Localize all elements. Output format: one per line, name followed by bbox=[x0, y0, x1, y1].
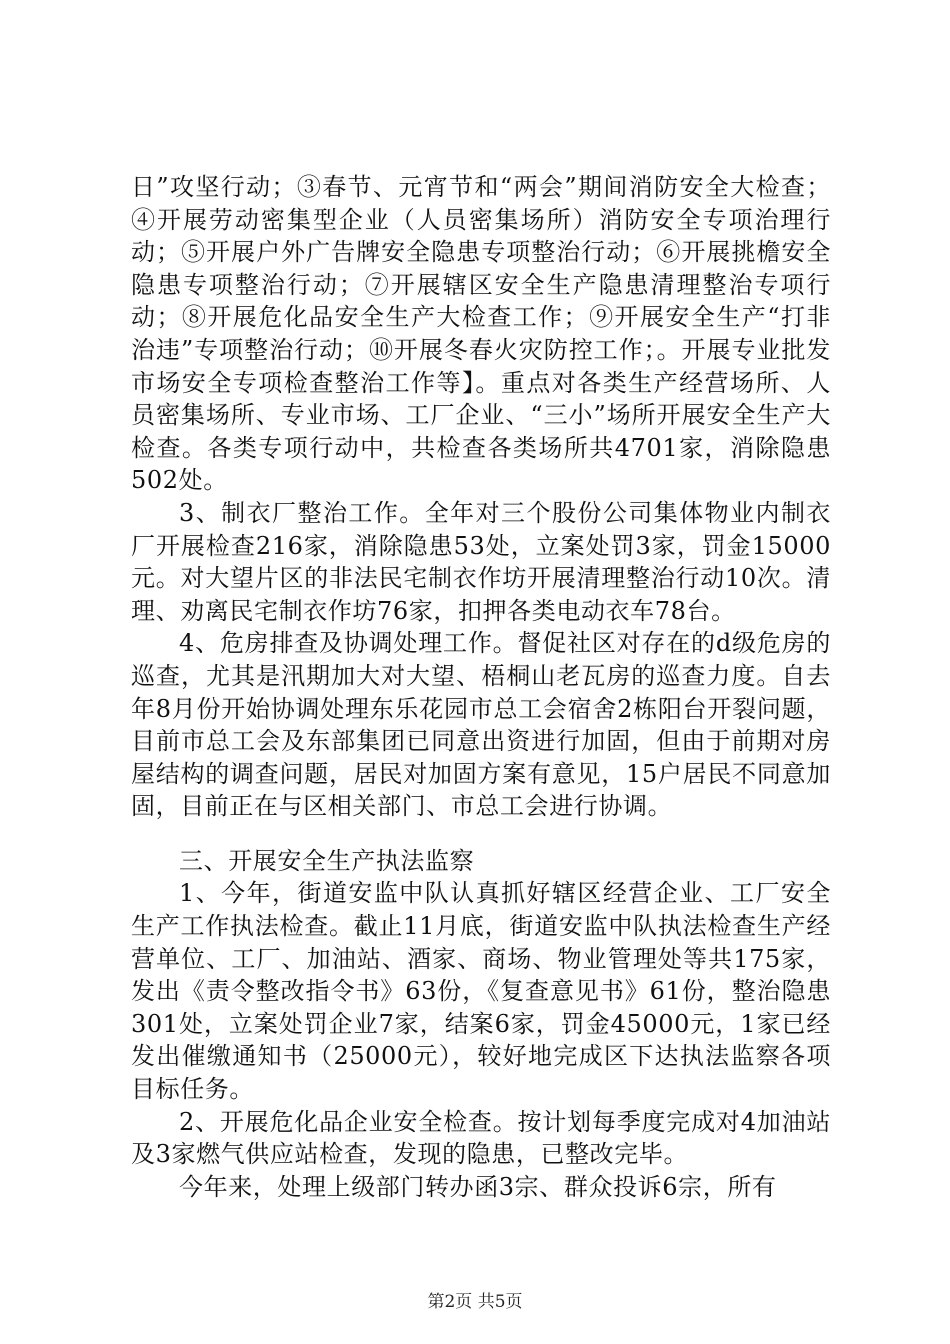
page-footer: 第2页 共5页 bbox=[427, 1292, 523, 1312]
paragraph-enforcement-inspection: 1、今年，街道安监中队认真抓好辖区经营企业、工厂安全生产工作执法检查。截止11月底，街道安监中队执法检查生产经营单位、工厂、加油站、酒家、商场、物业管理处等共175家，发出《责令整改指令书》63份，《复查意见书》61份，整治隐患301处，立案处罚企业7家，结案6家，罚金45000元，1家已经发出催缴通知书（25000元），较好地完成区下达执法监察各项目标任务。 bbox=[131, 879, 831, 1104]
document-body bbox=[131, 171, 831, 1203]
paragraph-garment-factory: 3、制衣厂整治工作。全年对三个股份公司集体物业内制衣厂开展检查216家，消除隐患53处，立案处罚3家，罚金15000元。对大望片区的非法民宅制衣作坊开展清理整治行动10次。清理、劝离民宅制衣作坊76家，扣押各类电动衣车78台。 bbox=[131, 498, 831, 625]
section-title-enforcement: 三、开展安全生产执法监察 bbox=[179, 846, 475, 875]
paragraph-special-actions: 日”攻坚行动；③春节、元宵节和“两会”期间消防安全大检查；④开展劳动密集型企业（人员密集场所）消防安全专项治理行动；⑤开展户外广告牌安全隐患专项整治行动；⑥开展挑檐安全隐患专项整治行动；⑦开展辖区安全生产隐患清理整治专项行动；⑧开展危化品安全生产大检查工作；⑨开展安全生产“打非治违”专项整治行动；⑩开展冬春火灾防控工作；。开展专业批发市场安全专项检查整治工作等】。重点对各类生产经营场所、人员密集场所、专业市场、工厂企业、“三小”场所开展安全生产大检查。各类专项行动中，共检查各类场所共4701家，消除隐患502处。 bbox=[131, 173, 831, 495]
paragraph-dangerous-housing: 4、危房排查及协调处理工作。督促社区对存在的d级危房的巡查，尤其是汛期加大对大望、梧桐山老瓦房的巡查力度。自去年8月份开始协调处理东乐花园市总工会宿舍2栋阳台开裂问题，目前市总工会及东部集团已同意出资进行加固，但由于前期对房屋结构的调查问题，居民对加固方案有意见，15户居民不同意加固，目前正在与区相关部门、市总工会进行协调。 bbox=[131, 629, 831, 821]
paragraph-complaints: 今年来，处理上级部门转办函3宗、群众投诉6宗，所有 bbox=[179, 1172, 777, 1201]
paragraph-hazardous-chemicals: 2、开展危化品企业安全检查。按计划每季度完成对4加油站及3家燃气供应站检查，发现的隐患，已整改完毕。 bbox=[131, 1107, 831, 1169]
